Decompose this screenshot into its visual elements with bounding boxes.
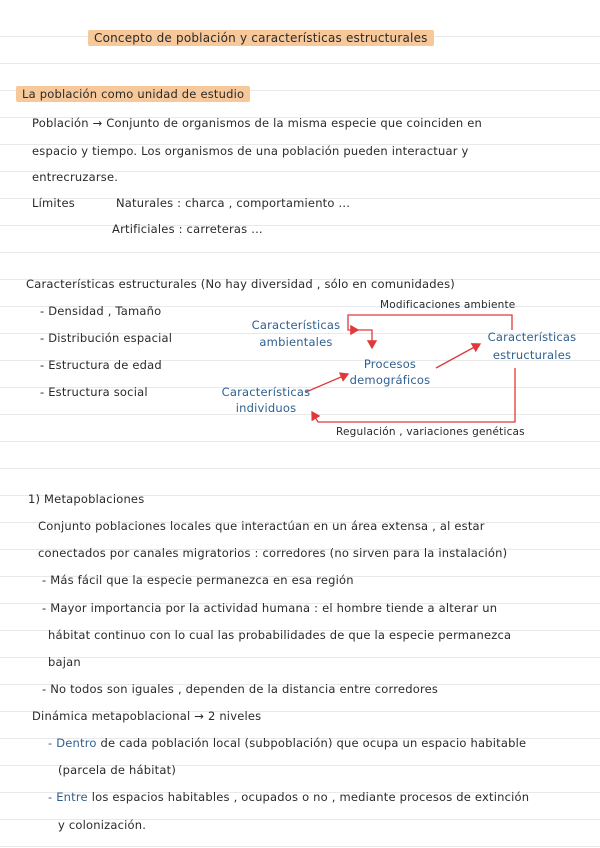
level-1-dash: - — [48, 736, 53, 750]
level-1-line — [48, 736, 526, 750]
structural-item-1: - Densidad , Tamaño — [40, 304, 162, 318]
diagram-label-regulation: Regulación , variaciones genéticas — [336, 426, 525, 438]
arrow-env-to-processes — [350, 330, 372, 348]
limits-label: Límites — [32, 196, 75, 210]
node-env-line-1: Características — [251, 318, 341, 332]
structural-item-2: - Distribución espacial — [40, 331, 173, 345]
meta-bullet-2c: bajan — [48, 655, 81, 669]
level-2-dash: - — [48, 790, 53, 804]
level-2-continuation: y colonización. — [58, 818, 147, 832]
limit-artificial: Artificiales : carreteras ... — [112, 222, 263, 236]
node-structural-line-2: estructurales — [492, 348, 572, 362]
node-individuals-line-1: Características — [221, 385, 311, 399]
level-1-continuation: (parcela de hábitat) — [58, 763, 177, 777]
node-processes-line-2: demográficos — [349, 373, 431, 387]
section-heading-structural: Características estructurales (No hay diversidad , sólo en comunidades) — [26, 277, 455, 291]
meta-line-2: conectados por canales migratorios : corredores (no sirven para la instalación) — [38, 546, 508, 560]
level-1-text: de cada población local (subpoblación) que ocupa un espacio habitable — [96, 736, 527, 750]
node-individuals-line-2: individuos — [235, 401, 297, 415]
level-2-line — [48, 790, 529, 804]
structural-item-3: - Estructura de edad — [40, 358, 162, 372]
level-1-keyword: Dentro — [56, 736, 97, 750]
meta-bullet-2a: - Mayor importancia por la actividad humana : el hombre tiende a alterar un — [42, 601, 498, 615]
section-heading-population: La población como unidad de estudio — [16, 86, 250, 102]
diagram-label-modifications: Modificaciones ambiente — [380, 299, 516, 311]
metapopulations-heading-text: 1) Metapoblaciones — [28, 492, 145, 506]
definition-line-1: Población → Conjunto de organismos de la misma especie que coinciden en — [32, 116, 482, 130]
arrow-processes-to-structural — [436, 344, 480, 368]
section-heading-metapopulations — [28, 492, 144, 506]
meta-dynamics: Dinámica metapoblacional → 2 niveles — [32, 709, 262, 723]
node-structural-line-1: Características — [487, 330, 577, 344]
page-title: Concepto de población y características estructurales — [88, 30, 434, 46]
level-2-keyword: Entre — [56, 790, 88, 804]
meta-bullet-1: - Más fácil que la especie permanezca en esa región — [42, 573, 354, 587]
meta-line-1: Conjunto poblaciones locales que interactúan en un área extensa , al estar — [38, 519, 485, 533]
limit-natural: Naturales : charca , comportamiento ... — [116, 196, 351, 210]
level-2-text: los espacios habitables , ocupados o no , mediante procesos de extinción — [87, 790, 530, 804]
definition-line-2: espacio y tiempo. Los organismos de una población pueden interactuar y — [32, 144, 469, 158]
meta-bullet-2b: hábitat continuo con lo cual las probabilidades de que la especie permanezca — [48, 628, 512, 642]
meta-bullet-3: - No todos son iguales , dependen de la distancia entre corredores — [42, 682, 439, 696]
structural-item-4: - Estructura social — [40, 385, 148, 399]
definition-line-3: entrecruzarse. — [32, 170, 119, 184]
node-env-line-2: ambientales — [259, 335, 333, 349]
arrow-modifications — [348, 315, 512, 330]
node-processes-line-1: Procesos — [363, 357, 417, 371]
